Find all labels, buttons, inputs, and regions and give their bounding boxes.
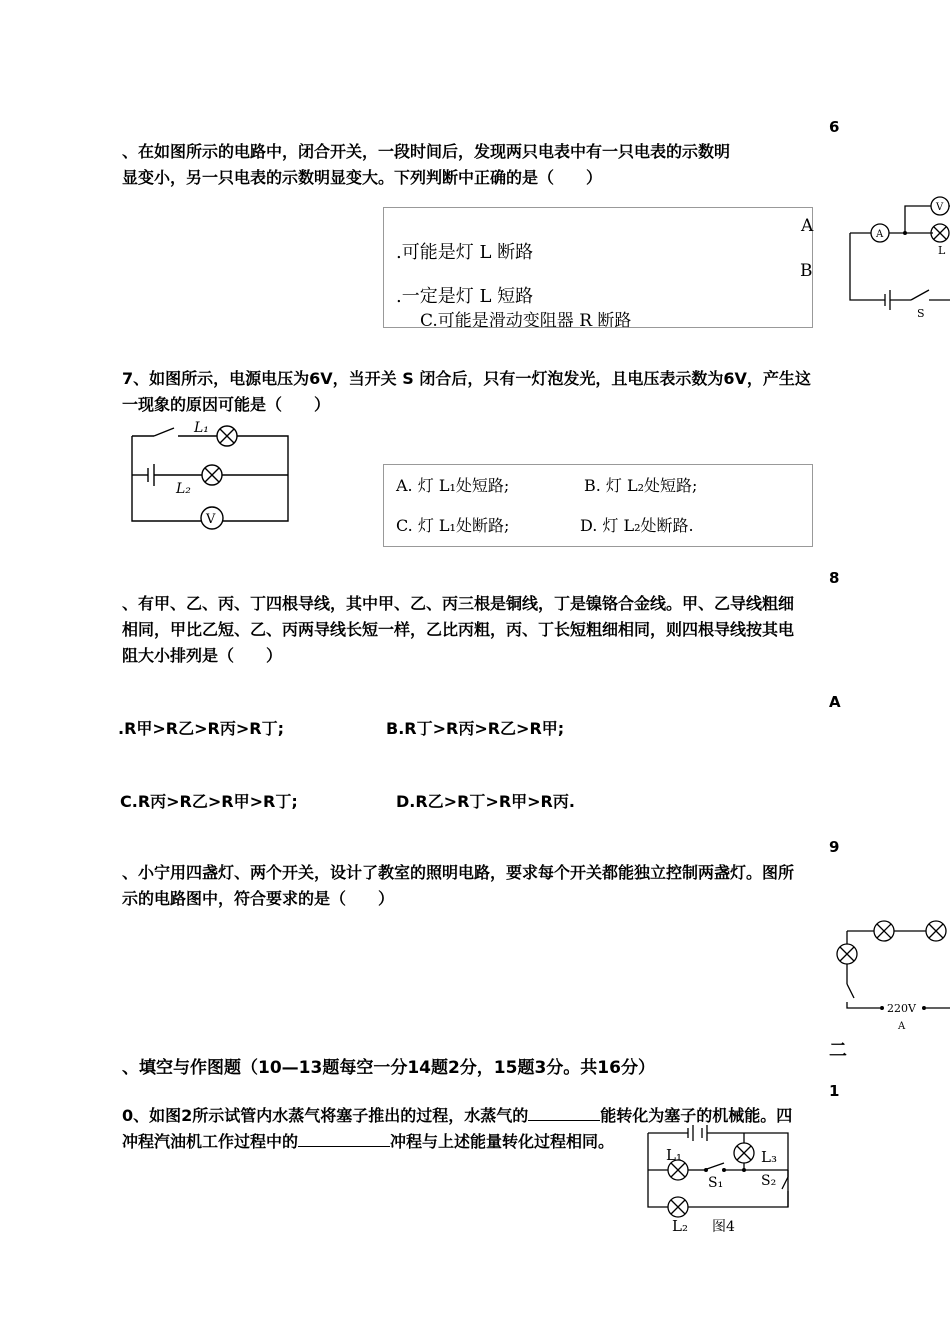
question-10-blank-1[interactable] [528,1104,600,1121]
question-8-text-line2: 相同，甲比乙短、乙、丙两导线长短一样，乙比丙粗，丙、丁长短粗细相同，则四根导线按其电 [122,620,795,639]
question-6-text-line2: 显变小，另一只电表的示数明显变大。下列判断中正确的是（ ） [122,168,603,187]
question-6-options-box [383,207,813,328]
question-10-line1-start: 0、如图2所示试管内水蒸气将塞子推出的过程，水蒸气的 [122,1106,529,1125]
q9-diagram-label: A [898,1021,906,1032]
question-7-option-d[interactable]: D. 灯 L₂处断路. [580,516,694,535]
q6-lamp-label: L [938,244,946,257]
q6-switch-label: S [917,307,925,320]
question-10-blank-2[interactable] [298,1130,390,1147]
question-6-side-label-a: A [801,216,814,236]
fig4-l1-label: L₁ [666,1146,682,1164]
question-8-option-a[interactable]: .R甲>R乙>R丙>R丁; [118,719,284,738]
question-6-side-label-b: B [800,261,813,281]
question-9-number: 9 [829,838,840,856]
question-10-line2-end: 冲程与上述能量转化过程相同。 [390,1132,615,1151]
q7-l1-label: L₁ [194,420,209,436]
question-6-circuit-diagram [845,190,950,330]
question-6-option-c[interactable]: C.可能是滑动变阻器 R 断路 [420,311,632,328]
section-2-title: 、填空与作图题（10—13题每空一分14题2分，15题3分。共16分） [122,1058,655,1078]
question-7-circuit-diagram [122,418,297,528]
question-6-option-a[interactable]: .可能是灯 L 断路 [396,242,534,263]
question-6-number: 6 [829,118,840,136]
question-10-line2 [122,1129,614,1155]
question-6-option-b[interactable]: .一定是灯 L 短路 [396,286,534,307]
q7-l2-label: L₂ [176,481,191,497]
question-8-text-line3: 阻大小排列是（ ） [122,646,283,665]
fig4-l2-label: L₂ [672,1217,688,1235]
question-8-number: 8 [829,569,840,587]
question-8-option-d[interactable]: D.R乙>R丁>R甲>R丙. [396,792,575,811]
q9-voltage-label: 220V [887,1002,916,1015]
question-8-option-b[interactable]: B.R丁>R丙>R乙>R甲; [386,719,565,738]
q7-voltmeter-label: V [206,512,216,527]
question-7-option-b[interactable]: B. 灯 L₂处短路; [584,476,698,495]
question-7-option-a[interactable]: A. 灯 L₁处短路; [396,476,510,495]
q6-ammeter-label: A [876,229,884,240]
question-9-text-line2: 示的电路图中，符合要求的是（ ） [122,889,395,908]
fig4-l3-label: L₃ [761,1148,777,1166]
question-10-line1-end: 能转化为塞子的机械能。四 [600,1106,793,1125]
q6-voltmeter-label: V [936,202,944,213]
question-7-option-c[interactable]: C. 灯 L₁处断路; [396,516,510,535]
question-7-text-line1: 7、如图所示，电源电压为6V，当开关 S 闭合后，只有一灯泡发光，且电压表示数为6V，产生这 [122,369,811,388]
question-8-text-line1: 、有甲、乙、丙、丁四根导线，其中甲、乙、丙三根是铜线，丁是镍铬合金线。甲、乙导线粗细 [122,594,795,613]
question-7-text-line2: 一现象的原因可能是（ ） [122,395,331,414]
question-9-circuit-diagram [828,918,950,1033]
question-8-option-c[interactable]: C.R丙>R乙>R甲>R丁; [120,792,298,811]
question-10-line2-start: 冲程汽油机工作过程中的 [122,1132,299,1151]
question-6-text-line1: 、在如图所示的电路中，闭合开关，一段时间后，发现两只电表中有一只电表的示数明 [122,142,731,161]
section-2-marker: 二 [829,1040,847,1061]
figure-4-circuit-diagram [640,1125,800,1237]
question-10-number: 1 [829,1082,840,1100]
question-9-text-line1: 、小宁用四盏灯、两个开关，设计了教室的照明电路，要求每个开关都能独立控制两盏灯。图所 [122,863,795,882]
fig4-s1-label: S₁ [708,1175,724,1191]
question-7-options-box [383,464,813,547]
fig4-s2-label: S₂ [761,1173,777,1189]
fig4-caption: 图4 [712,1219,735,1235]
question-8-side-label-a: A [829,693,841,711]
